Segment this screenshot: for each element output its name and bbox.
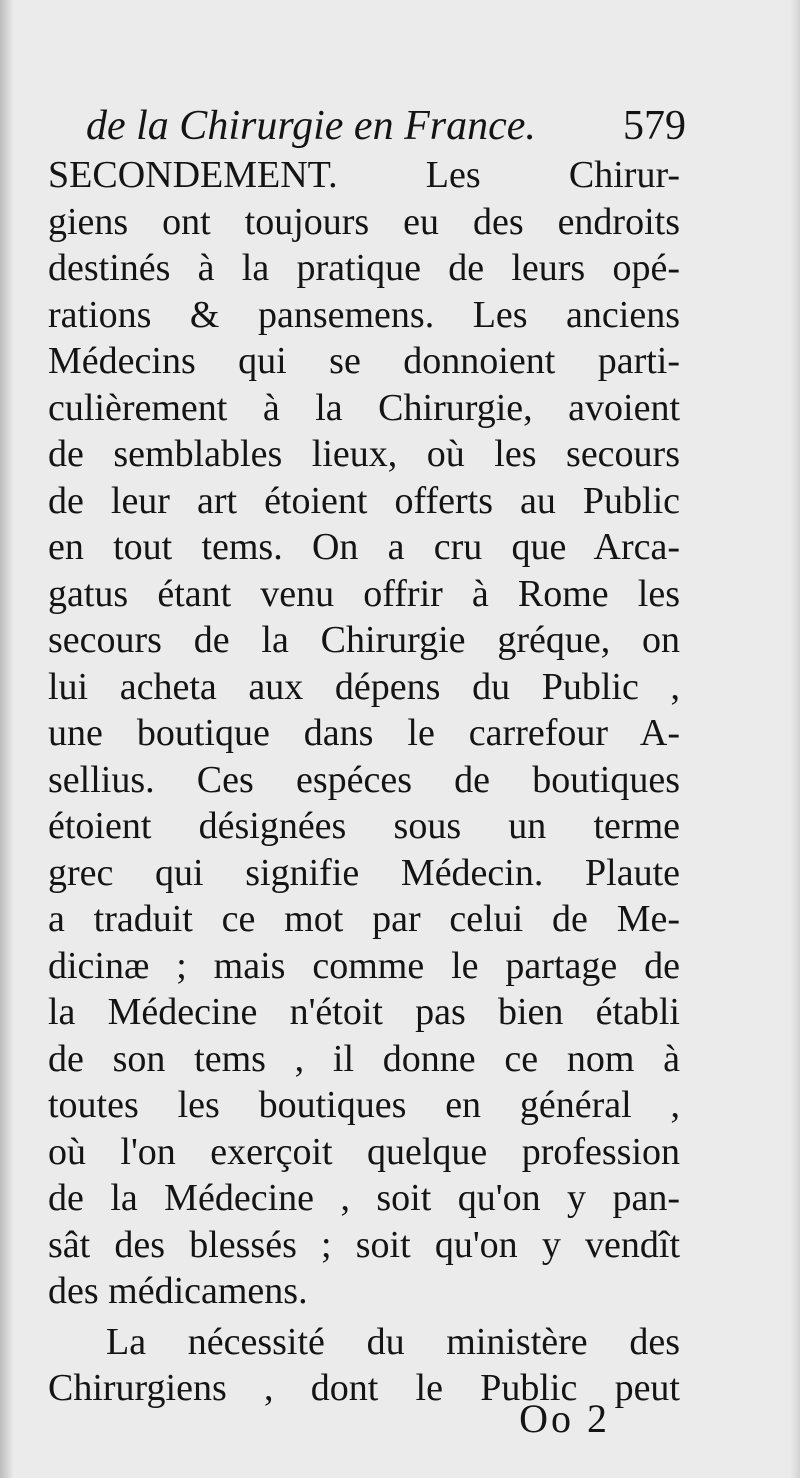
text-line: giens ont toujours eu des endroits [48,200,680,243]
text-line: gatus étant venu offrir à Rome les [48,572,680,615]
text-line: a traduit ce mot par celui de Me- [48,898,680,940]
text-line: toutes les boutiques en général , [48,1084,680,1126]
running-title: de la Chirurgie en France. [86,103,536,149]
text-line: dicinæ ; mais comme le partage de [48,944,680,987]
text-line: la Médecine n'étoit pas bien établi [48,991,680,1033]
text-line: destinés à la pratique de leurs opé- [48,247,680,289]
text-line: où l'on exerçoit quelque profession [48,1130,680,1173]
text-line: de leur art étoient offerts au Public [48,479,680,522]
text-line: rations & pansemens. Les anciens [48,293,680,336]
text-line: une boutique dans le carrefour A- [48,712,680,754]
text-line: secours de la Chirurgie gréque, on [48,619,680,661]
signature-mark: Oo 2 [519,1396,610,1441]
text-line: lui acheta aux dépens du Public , [48,665,680,708]
paragraph-1 [48,152,680,1315]
text-line: sât des blessés ; soit qu'on y vendît [48,1223,680,1266]
text-line: sellius. Ces espéces de boutiques [48,758,680,801]
text-line: étoient désignées sous un terme [48,805,680,847]
text-line: des médicamens. [48,1270,308,1312]
page-header [86,96,686,156]
text-line: en tout tems. On a cru que Arca- [48,526,680,568]
text-line: SECONDEMENT. Les Chirur- [48,154,680,196]
page-number: 579 [623,103,686,149]
text-line: de semblables lieux, où les secours [48,433,680,475]
text-line: Chirurgiens , dont le Public peut [48,1367,680,1409]
text-line: La nécessité du ministère des [106,1320,680,1363]
text-line: culièrement à la Chirurgie, avoient [48,386,680,429]
text-line: Médecins qui se donnoient parti- [48,340,680,382]
text-line: de son tems , il donne ce nom à [48,1037,680,1080]
body-text [48,152,680,1412]
text-line: grec qui signifie Médecin. Plaute [48,851,680,894]
text-line: de la Médecine , soit qu'on y pan- [48,1177,680,1219]
